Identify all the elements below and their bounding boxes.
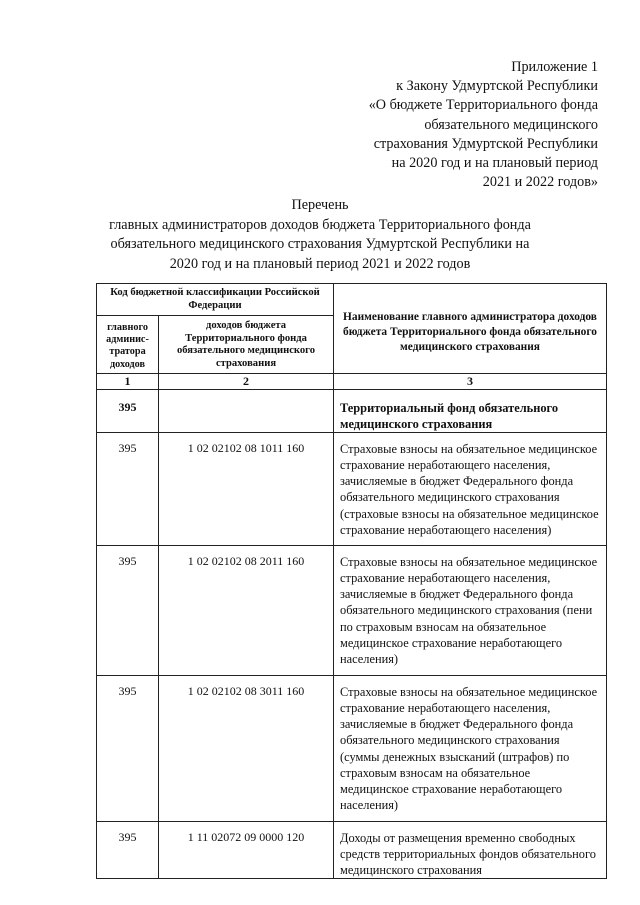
revenue-code-cell: 1 11 02072 09 0000 120 bbox=[159, 821, 334, 879]
administrators-table bbox=[96, 283, 607, 879]
appendix-line: на 2020 год и на плановый период bbox=[391, 155, 598, 172]
title-line: 2020 год и на плановый период 2021 и 2022 годов bbox=[169, 255, 471, 272]
table-row bbox=[97, 389, 607, 432]
header-administrator-name: Наименование главного администратора доходов бюджета Территориального фонда обязательного медицинского страхования bbox=[334, 284, 607, 374]
column-number: 1 bbox=[97, 373, 159, 389]
revenue-name-cell: Доходы от размещения временно свободных средств территориальных фондов обязательного медицинского страхования bbox=[334, 821, 607, 879]
title-line: главных администраторов доходов бюджета Территориального фонда bbox=[109, 216, 531, 233]
header-revenue-code: доходов бюджета Территориального фонда обязательного медицинского страхования bbox=[159, 316, 334, 374]
table-row bbox=[97, 675, 607, 821]
admin-code-cell: 395 bbox=[97, 389, 159, 432]
revenue-name-cell: Страховые взносы на обязательное медицинское страхование неработающего населения, зачисляемые в бюджет Федерального фонда обязательного медицинского страхования (пени по страховым взносам на обязательное медицинское страхование неработающего населения) bbox=[334, 545, 607, 675]
admin-code-cell: 395 bbox=[97, 545, 159, 675]
column-number-row bbox=[97, 373, 607, 389]
header-classification-code: Код бюджетной классификации Российской Федерации bbox=[97, 284, 334, 316]
appendix-line: к Закону Удмуртской Республики bbox=[396, 78, 598, 95]
table-row bbox=[97, 432, 607, 545]
title-line: Перечень bbox=[291, 197, 349, 213]
table-row bbox=[97, 821, 607, 879]
revenue-code-cell: 1 02 02102 08 1011 160 bbox=[159, 432, 334, 545]
header-main-administrator: главного админис-тратора доходов bbox=[97, 316, 159, 374]
appendix-line: страхования Удмуртской Республики bbox=[373, 135, 598, 152]
appendix-line: 2021 и 2022 годов» bbox=[482, 174, 598, 191]
appendix-block bbox=[298, 58, 598, 192]
administrator-name-cell: Территориальный фонд обязательного медицинского страхования bbox=[334, 389, 607, 432]
appendix-line: «О бюджете Территориального фонда bbox=[368, 97, 598, 114]
document-title bbox=[20, 196, 620, 274]
revenue-name-cell: Страховые взносы на обязательное медицинское страхование неработающего населения, зачисляемые в бюджет Федерального фонда обязательного медицинского страхования (суммы денежных взысканий (штрафов) по страховым взносам на обязательное медицинское страхование неработающего населения) bbox=[334, 675, 607, 821]
revenue-name-cell: Страховые взносы на обязательное медицинское страхование неработающего населения, зачисляемые в бюджет Федерального фонда обязательного медицинского страхования (страховые взносы на обязательное медицинское страхование неработающего населения) bbox=[334, 432, 607, 545]
column-number: 2 bbox=[159, 373, 334, 389]
appendix-line: обязательного медицинского bbox=[424, 116, 598, 133]
admin-code-cell: 395 bbox=[97, 432, 159, 545]
title-line: обязательного медицинского страхования Удмуртской Республики на bbox=[110, 236, 530, 252]
admin-code-cell: 395 bbox=[97, 675, 159, 821]
revenue-code-cell: 1 02 02102 08 2011 160 bbox=[159, 545, 334, 675]
column-number: 3 bbox=[334, 373, 607, 389]
table-header-row bbox=[97, 284, 607, 316]
admin-code-cell: 395 bbox=[97, 821, 159, 879]
table-row bbox=[97, 545, 607, 675]
appendix-line: Приложение 1 bbox=[511, 59, 598, 75]
revenue-code-cell: 1 02 02102 08 3011 160 bbox=[159, 675, 334, 821]
revenue-code-cell bbox=[159, 389, 334, 432]
